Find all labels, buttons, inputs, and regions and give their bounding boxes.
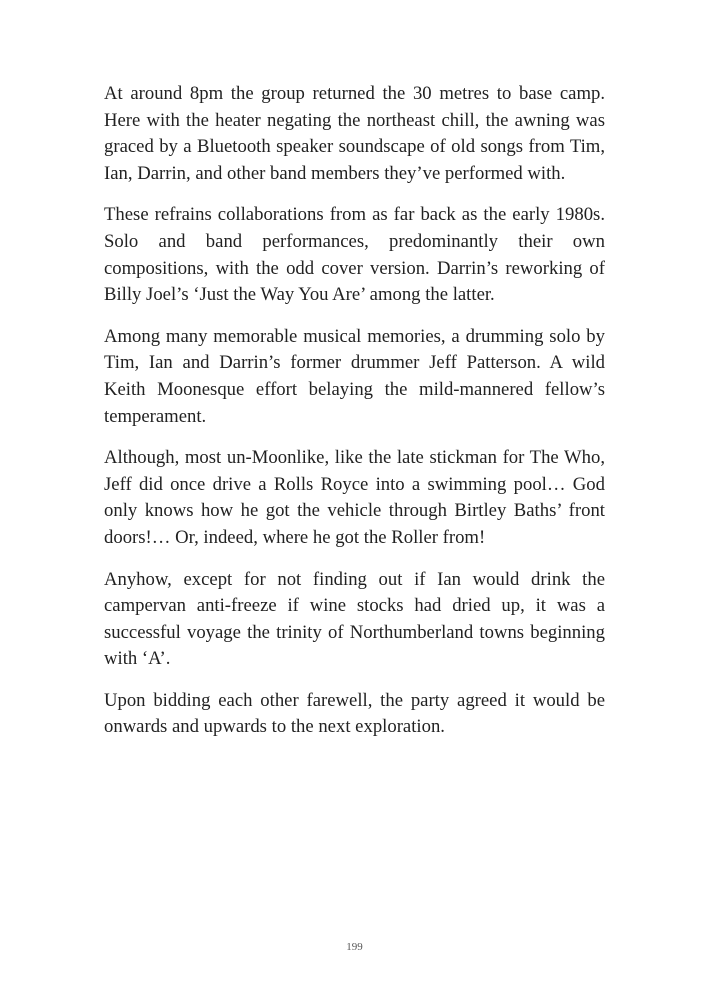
page-body xyxy=(104,81,605,756)
paragraph-2: These refrains collaborations from as far back as the early 1980s. Solo and band performances, predominantly their own compositions, with the odd cover version. Darrin’s reworking of Billy Joel’s ‘Just the Way You Are’ among the latter. xyxy=(104,204,605,306)
paragraph-6: Upon bidding each other farewell, the party agreed it would be onwards and upwards to the next exploration. xyxy=(104,689,605,738)
paragraph-3: Among many memorable musical memories, a drumming solo by Tim, Ian and Darrin’s former drummer Jeff Patterson. A wild Keith Moonesque effort belaying the mild-mannered fellow’s temperament. xyxy=(104,325,605,427)
paragraph-4: Although, most un-Moonlike, like the late stickman for The Who, Jeff did once drive a Rolls Royce into a swimming pool… God only knows how he got the vehicle through Birtley Baths’ front doors!… Or, indeed, where he got the Roller from! xyxy=(104,447,605,548)
paragraph-5: Anyhow, except for not finding out if Ian would drink the campervan anti-freeze if wine stocks had dried up, it was a successful voyage the trinity of Northumberland towns beginning with ‘A’. xyxy=(104,568,605,670)
page-number: 199 xyxy=(346,941,363,953)
paragraph-1: At around 8pm the group returned the 30 metres to base camp. Here with the heater negating the northeast chill, the awning was graced by a Bluetooth speaker soundscape of old songs from Tim, Ian, Darrin, and other band members they’ve performed with. xyxy=(104,83,605,184)
